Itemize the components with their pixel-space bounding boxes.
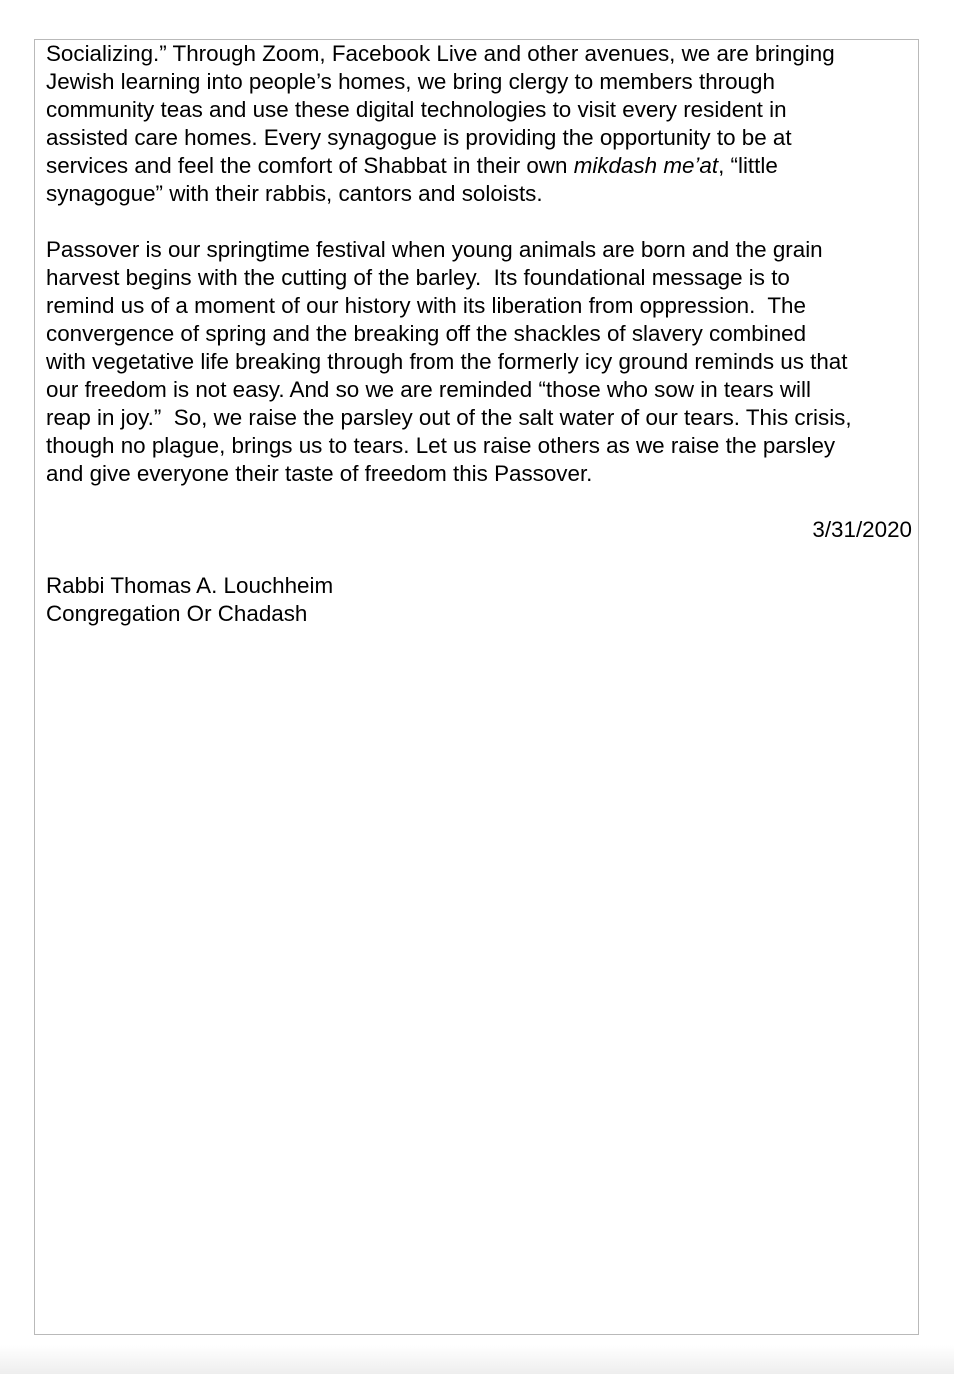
signature-name: Rabbi Thomas A. Louchheim [46, 573, 334, 598]
paragraph-passover [46, 236, 912, 488]
text-line: with vegetative life breaking through from the formerly icy ground reminds us that [46, 349, 848, 374]
signature-congregation: Congregation Or Chadash [46, 601, 308, 626]
text-line: Passover is our springtime festival when young animals are born and the grain [46, 237, 823, 262]
text-run: services and feel the comfort of Shabbat in their own [46, 153, 574, 178]
paragraph-online-community [46, 40, 912, 208]
text-run: , “little [718, 153, 778, 178]
text-line: harvest begins with the cutting of the barley. Its foundational message is to [46, 265, 790, 290]
text-line [46, 152, 912, 180]
text-line: Socializing.” Through Zoom, Facebook Live and other avenues, we are bringing [46, 41, 835, 66]
text-line: convergence of spring and the breaking off the shackles of slavery combined [46, 321, 807, 346]
text-line: synagogue” with their rabbis, cantors and soloists. [46, 181, 543, 206]
document-date: 3/31/2020 [812, 517, 912, 542]
text-line: assisted care homes. Every synagogue is providing the opportunity to be at [46, 125, 792, 150]
document-page [34, 39, 919, 1335]
text-line: though no plague, brings us to tears. Let us raise others as we raise the parsley [46, 433, 836, 458]
text-line: Jewish learning into people’s homes, we bring clergy to members through [46, 69, 775, 94]
text-line: remind us of a moment of our history with its liberation from oppression. The [46, 293, 806, 318]
signature-block [46, 572, 912, 628]
text-line: and give everyone their taste of freedom this Passover. [46, 461, 593, 486]
page-content [46, 40, 912, 628]
italic-term: mikdash me’at [573, 153, 719, 178]
text-line: community teas and use these digital technologies to visit every resident in [46, 97, 787, 122]
text-line: reap in joy.” So, we raise the parsley out of the salt water of our tears. This crisis, [46, 405, 852, 430]
text-line: our freedom is not easy. And so we are reminded “those who sow in tears will [46, 377, 811, 402]
